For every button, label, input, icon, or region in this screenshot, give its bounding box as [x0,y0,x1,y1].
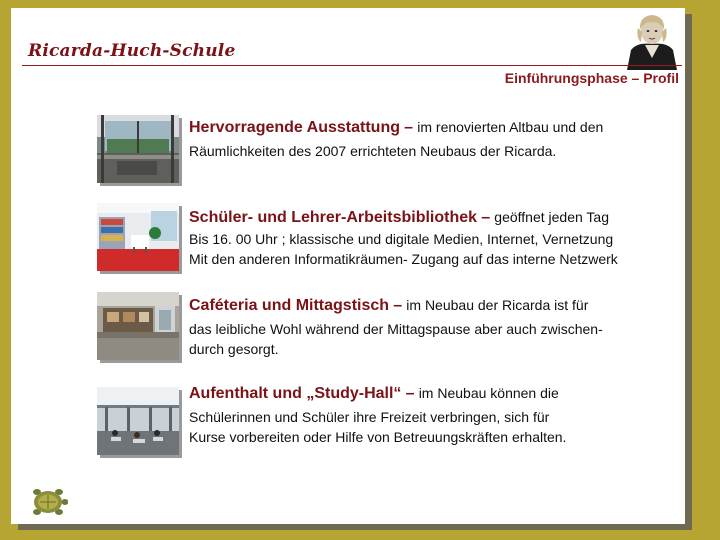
page-subtitle: Einführungsphase – Profil [504,70,679,86]
section-study-hall [189,384,689,447]
building-interior-photo [97,115,179,183]
study-hall-photo [97,387,179,455]
section-line: das leibliche Wohl während der Mittagspause aber auch zwischen- [189,321,603,337]
section-dash: – [393,297,403,314]
school-name: Ricarda-Huch-Schule [28,41,236,61]
section-line: Schülerinnen und Schüler ihre Freizeit verbringen, sich für [189,409,550,425]
section-dash: – [481,209,491,226]
section-intro: geöffnet jeden Tag [494,209,609,225]
header-rule [22,65,682,66]
section-title: Schüler- und Lehrer-Arbeitsbibliothek [189,209,478,226]
section-dash: – [405,385,415,402]
section-heading [189,208,689,227]
section-intro: im renovierten Altbau und den [417,119,604,135]
section-heading [189,384,689,403]
section-line: Mit den anderen Informatikräumen- Zugang auf das interne Netzwerk [189,251,618,267]
section-intro: im Neubau können die [418,385,559,401]
section-intro: im Neubau der Ricarda ist für [406,297,589,313]
section-title: Hervorragende Ausstattung [189,119,400,136]
section-line: Bis 16. 00 Uhr ; klassische und digitale Medien, Internet, Vernetzung [189,231,614,247]
section-line: Kurse vorbereiten oder Hilfe von Betreuungskräften erhalten. [189,429,567,445]
portrait-photo [621,8,683,70]
section-equipment [189,118,689,161]
section-heading [189,296,689,315]
section-line: Räumlichkeiten des 2007 errichteten Neubaus der Ricarda. [189,143,557,159]
section-title: Aufenthalt und „Study-Hall“ [189,385,402,402]
section-cafeteria [189,296,689,359]
section-dash: – [404,119,414,136]
section-line: durch gesorgt. [189,341,279,357]
section-title: Caféteria und Mittagstisch [189,297,390,314]
section-library [189,208,689,269]
cafeteria-photo [97,292,179,360]
section-heading [189,118,689,137]
turtle-icon [28,485,68,519]
library-photo [97,203,179,271]
